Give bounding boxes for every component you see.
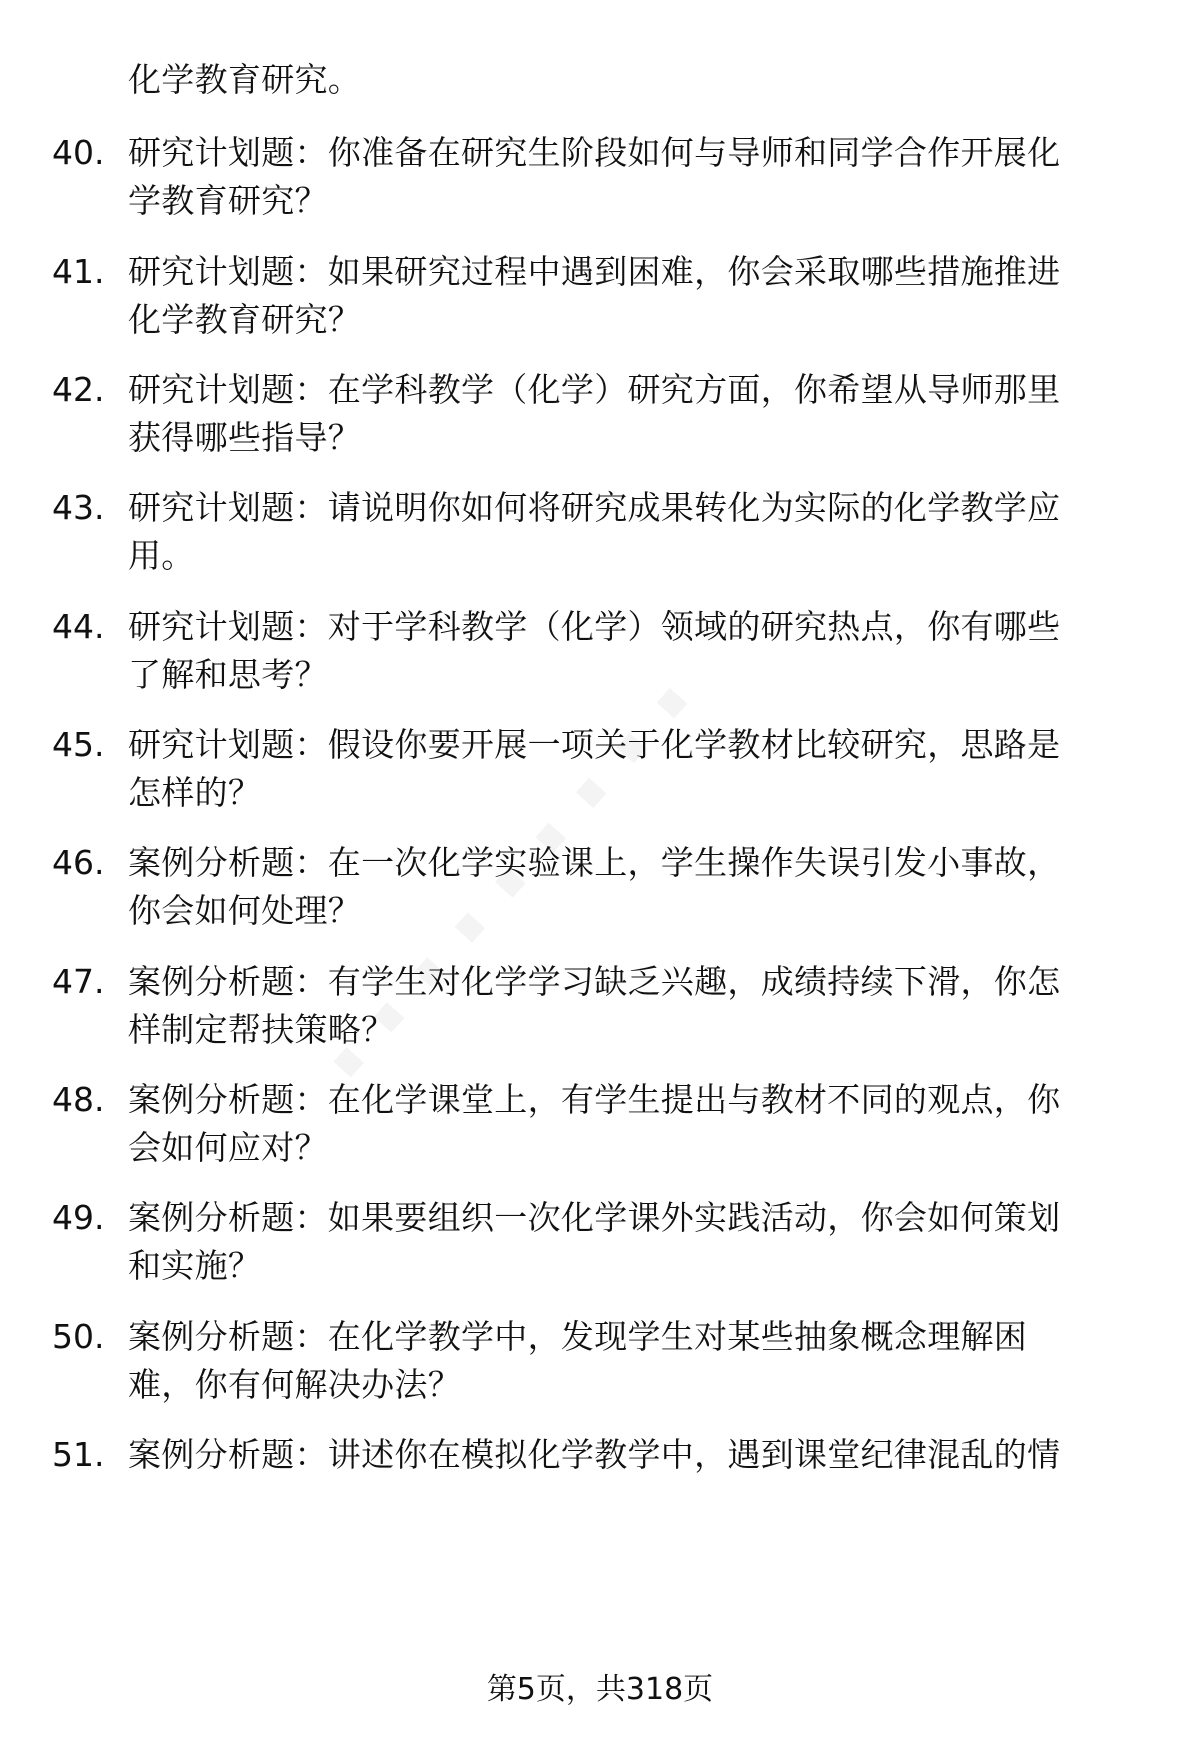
question-number: 42. bbox=[52, 370, 105, 409]
question-text-line: 样制定帮扶策略？ bbox=[128, 1010, 395, 1049]
question-text-line: 获得哪些指导？ bbox=[128, 418, 362, 457]
question-text-line: 学教育研究？ bbox=[128, 181, 328, 220]
question-text-line: 化学教育研究？ bbox=[128, 300, 362, 339]
question-text-line: 案例分析题：在化学课堂上，有学生提出与教材不同的观点，你 bbox=[128, 1080, 1061, 1119]
question-number: 41. bbox=[52, 252, 105, 291]
question-text-line: 怎样的？ bbox=[128, 773, 262, 812]
question-text-line: 案例分析题：在一次化学实验课上，学生操作失误引发小事故， bbox=[128, 843, 1061, 882]
question-text-line: 案例分析题：如果要组织一次化学课外实践活动，你会如何策划 bbox=[128, 1198, 1061, 1237]
question-text-line: 了解和思考？ bbox=[128, 655, 328, 694]
question-text-line: 研究计划题：你准备在研究生阶段如何与导师和同学合作开展化 bbox=[128, 133, 1061, 172]
question-number: 47. bbox=[52, 962, 105, 1001]
question-text-line: 研究计划题：请说明你如何将研究成果转化为实际的化学教学应 bbox=[128, 488, 1061, 527]
question-text-line: 研究计划题：假设你要开展一项关于化学教材比较研究，思路是 bbox=[128, 725, 1061, 764]
question-text-line: 案例分析题：在化学教学中，发现学生对某些抽象概念理解困 bbox=[128, 1317, 1028, 1356]
question-text-line: 用。 bbox=[128, 536, 195, 575]
question-number: 50. bbox=[52, 1317, 105, 1356]
question-number: 45. bbox=[52, 725, 105, 764]
question-text-line: 研究计划题：在学科教学（化学）研究方面，你希望从导师那里 bbox=[128, 370, 1061, 409]
continuation-text: 化学教育研究。 bbox=[128, 60, 362, 99]
question-text-line: 会如何应对？ bbox=[128, 1128, 328, 1167]
question-text-line: 你会如何处理？ bbox=[128, 891, 362, 930]
question-number: 46. bbox=[52, 843, 105, 882]
question-text-line: 和实施？ bbox=[128, 1246, 262, 1285]
question-number: 48. bbox=[52, 1080, 105, 1119]
question-number: 51. bbox=[52, 1435, 105, 1474]
question-number: 44. bbox=[52, 607, 105, 646]
question-text-line: 研究计划题：如果研究过程中遇到困难，你会采取哪些措施推进 bbox=[128, 252, 1061, 291]
question-text-line: 案例分析题：有学生对化学学习缺乏兴趣，成绩持续下滑，你怎 bbox=[128, 962, 1061, 1001]
question-text-line: 案例分析题：讲述你在模拟化学教学中，遇到课堂纪律混乱的情 bbox=[128, 1435, 1061, 1474]
question-text-line: 研究计划题：对于学科教学（化学）领域的研究热点，你有哪些 bbox=[128, 607, 1061, 646]
question-number: 43. bbox=[52, 488, 105, 527]
question-number: 49. bbox=[52, 1198, 105, 1237]
page-footer: 第5页，共318页 bbox=[486, 1672, 714, 1707]
question-number: 40. bbox=[52, 133, 105, 172]
question-text-line: 难，你有何解决办法？ bbox=[128, 1365, 461, 1404]
